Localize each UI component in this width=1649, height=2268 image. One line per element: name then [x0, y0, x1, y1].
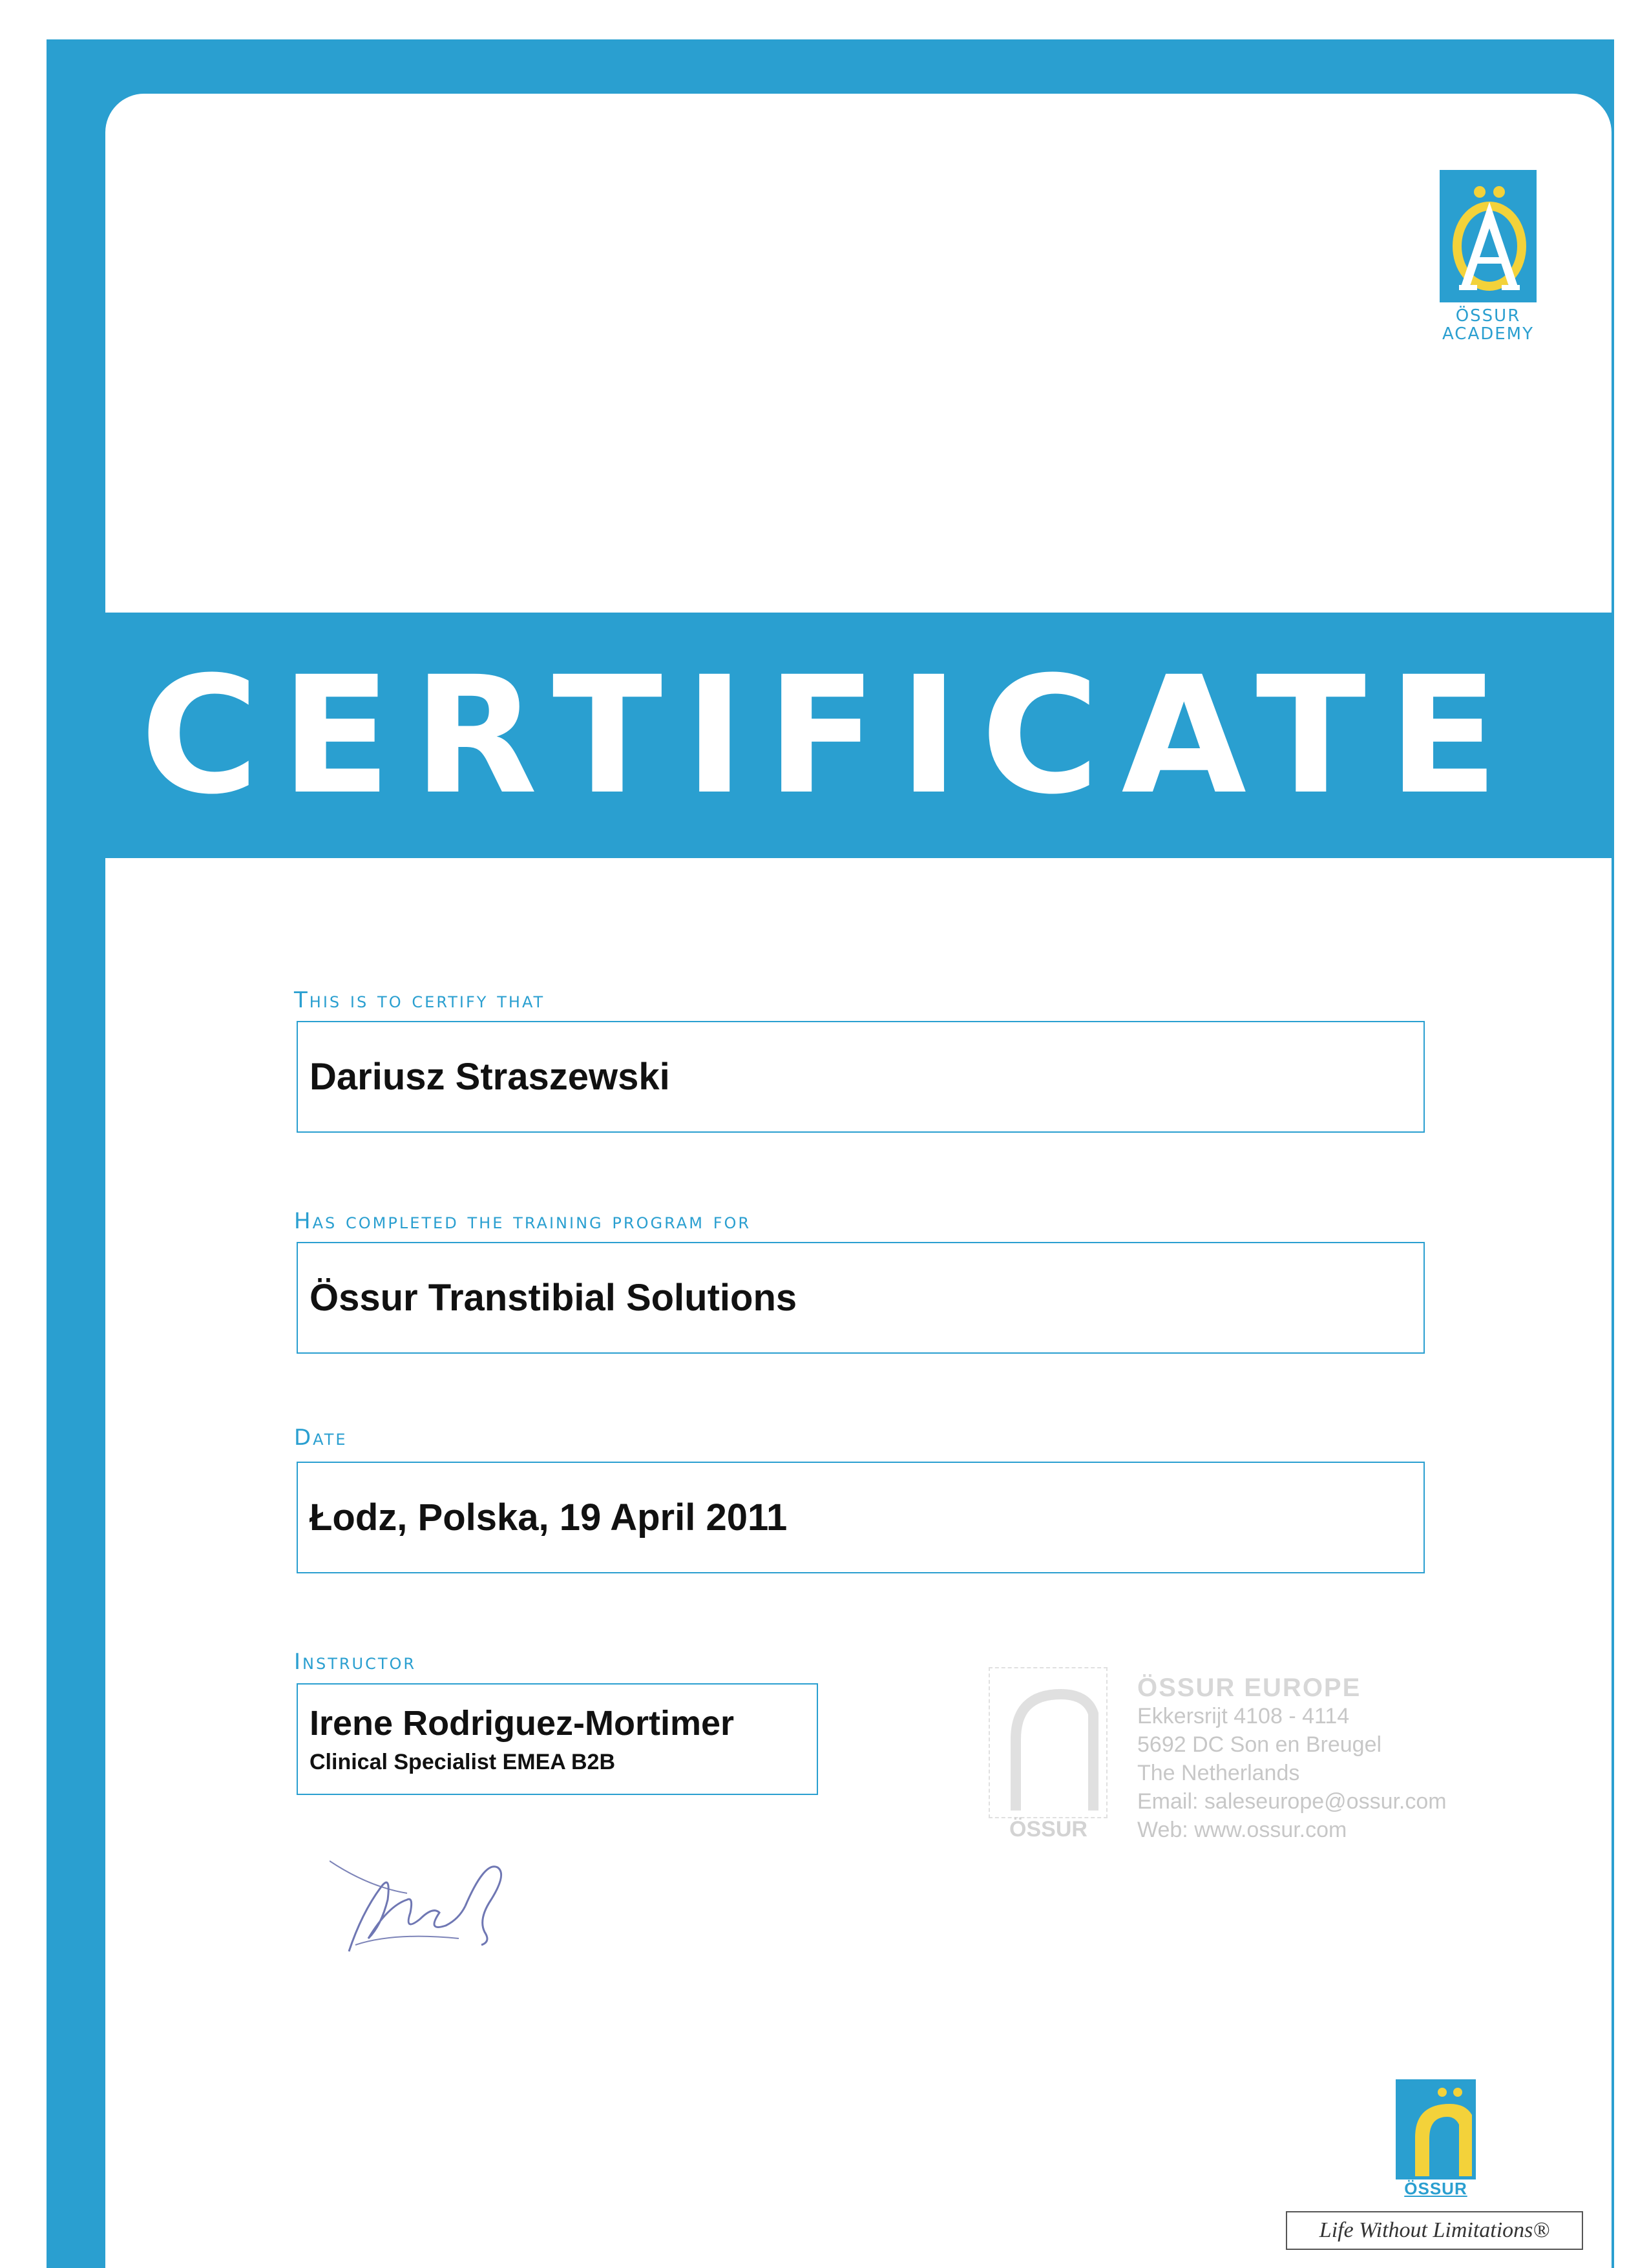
footer-logo-label: ÖSSUR — [1404, 2179, 1467, 2198]
stamp-heading: ÖSSUR EUROPE — [1137, 1674, 1361, 1702]
instructor-label: Instructor — [294, 1649, 417, 1675]
company-stamp — [989, 1667, 1467, 1842]
date-field — [297, 1462, 1425, 1573]
recipient-name-field — [297, 1021, 1425, 1133]
date-value: Łodz, Polska, 19 April 2011 — [310, 1496, 788, 1538]
instructor-field — [297, 1683, 818, 1795]
ossur-logo-icon — [1396, 2079, 1476, 2179]
certificate-title: CERTIFICATE — [140, 641, 1520, 830]
stamp-web: Web: www.ossur.com — [1137, 1818, 1347, 1842]
academy-logo-label: ÖSSUR ACADEMY — [1442, 306, 1535, 344]
program-name-field — [297, 1242, 1425, 1354]
stamp-address-line: The Netherlands — [1137, 1761, 1300, 1785]
date-label: Date — [294, 1425, 348, 1451]
stamp-address-line: Ekkersrijt 4108 - 4114 — [1137, 1704, 1350, 1728]
program-label: Has completed the training program for — [294, 1208, 751, 1234]
instructor-name: Irene Rodriguez-Mortimer — [310, 1704, 735, 1743]
top-panel — [105, 94, 1612, 613]
certify-label: This is to certify that — [294, 987, 545, 1013]
recipient-name: Dariusz Straszewski — [310, 1056, 670, 1098]
stamp-email: Email: saleseurope@ossur.com — [1137, 1789, 1447, 1814]
instructor-title: Clinical Specialist EMEA B2B — [310, 1750, 615, 1774]
stamp-brand: ÖSSUR — [1009, 1817, 1087, 1842]
ossur-stamp-logo-icon — [989, 1667, 1108, 1818]
signature-icon — [330, 1848, 523, 1958]
ossur-academy-logo-icon — [1440, 170, 1537, 302]
tagline: Life Without Limitations® — [1286, 2211, 1583, 2250]
stamp-address-line: 5692 DC Son en Breugel — [1137, 1732, 1382, 1757]
program-name: Össur Transtibial Solutions — [310, 1277, 797, 1319]
